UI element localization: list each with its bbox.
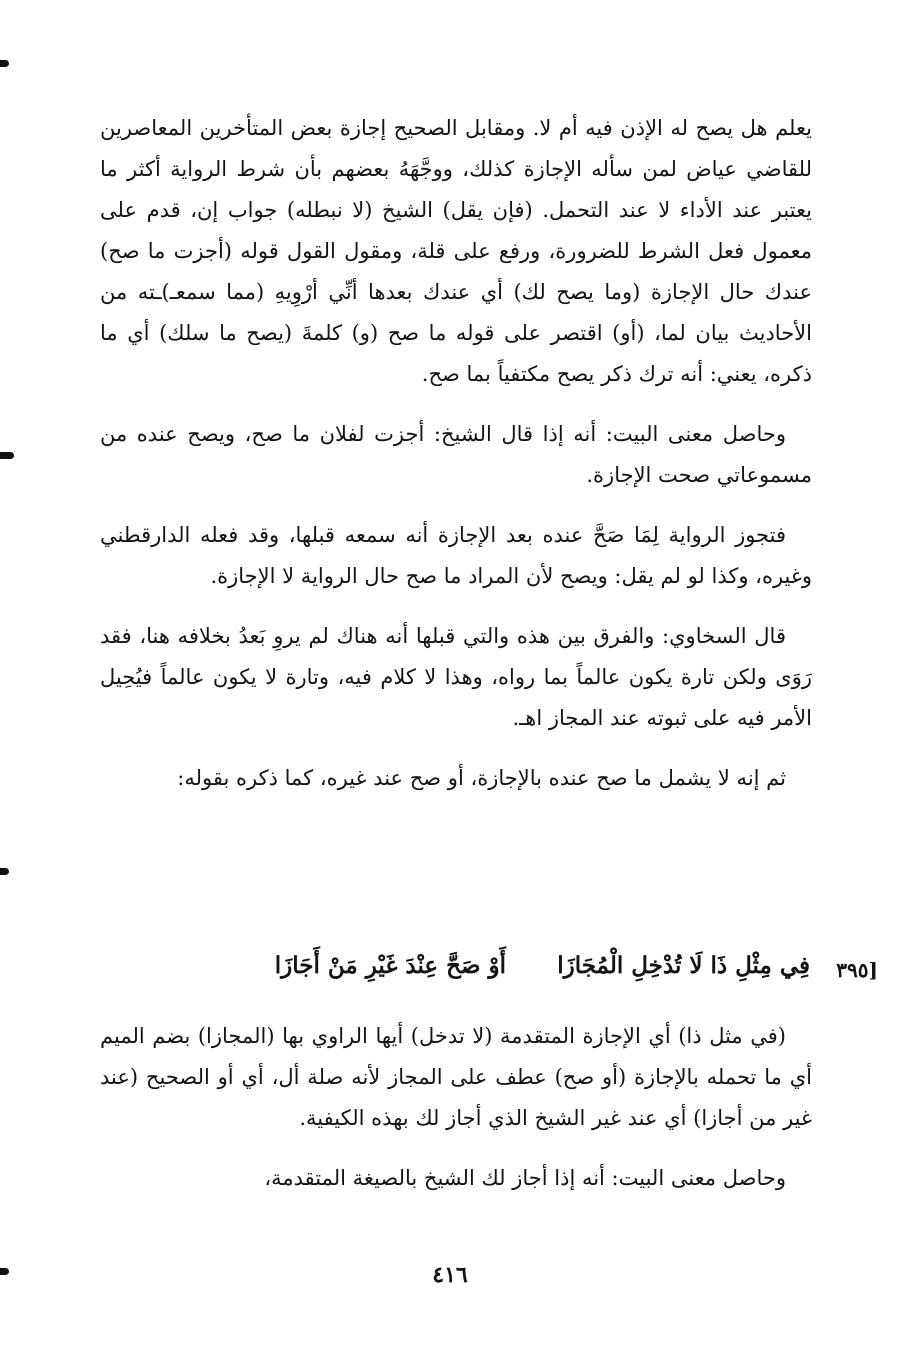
lower-text-block (100, 1016, 812, 1218)
scan-edge-mark (0, 1268, 9, 1275)
verse-number: [٣٩٥ (836, 958, 878, 982)
scan-edge-mark (0, 60, 9, 67)
verse-second-hemistich: أَوْ صَحَّ عِنْدَ غَيْرِ مَنْ أَجَازَا (274, 952, 506, 979)
verse-line (100, 952, 878, 998)
paragraph-daraqutni: فتجوز الرواية لِمَا صَحَّ عنده بعد الإجازة أنه سمعه قبلها، وقد فعله الدارقطني وغيره، وكذا لو لم يقل: ويصح لأن المراد ما صح حال الرواية لا الإجازة. (100, 523, 812, 588)
verse-first-hemistich: فِي مِثْلِ ذَا لَا تُدْخِلِ الْمُجَازَا (557, 952, 810, 979)
paragraph-verse-commentary: (في مثل ذا) أي الإجازة المتقدمة (لا تدخل) أيها الراوي بها (المجازا) بضم الميم أي ما تحمله بالإجازة (أو صح) عطف على المجاز لأنه صلة أل، أي أو الصحيح (عند غير من أجازا) أي عند غير الشيخ الذي أجاز لك بهذه الكيفية. (100, 1024, 812, 1130)
paragraph-sakhawi: قال السخاوي: والفرق بين هذه والتي قبلها أنه هناك لم يروِ بَعدُ بخلافه هنا، فقد رَوَى ولكن تارة يكون عالماً بما رواه، وهذا لا كلام فيه، وتارة لا يكون عالماً فيُحِيل الأمر فيه على ثبوته عند المجاز اهـ. (100, 624, 812, 730)
paragraph-verse-meaning-2: وحاصل معنى البيت: أنه إذا أجاز لك الشيخ بالصيغة المتقدمة، (264, 1166, 786, 1190)
scan-edge-mark (0, 868, 9, 875)
paragraph-commentary-1: يعلم هل يصح له الإذن فيه أم لا. ومقابل الصحيح إجازة بعض المتأخرين المعاصرين للقاضي عياض لمن سأله الإجازة كذلك، ووجَّهَهُ بعضهم بأن شرط الرواية أكثر ما يعتبر عند الأداء لا عند التحمل. (فإن يقل) الشيخ (لا نبطله) جواب إن، قدم على معمول فعل الشرط للضرورة، ورفع على قلة، ومقول القول قوله (أجزت ما صح) عندك حال الإجازة (وما يصح لك) أي عندك بعدها أنِّي أرْوِيهِ (مما سمعـ)ـته من الأحاديث بيان لما، (أو) اقتصر على قوله ما صح (و) كلمةَ (يصح ما سلك) أي ما ذكره، يعني: أنه ترك ذكر يصح مكتفياً بما صح. (100, 116, 812, 386)
scan-edge-mark (0, 452, 14, 459)
page-number: ٤١٦ (432, 1262, 468, 1288)
upper-text-block (100, 108, 812, 818)
paragraph-intro-verse: ثم إنه لا يشمل ما صح عنده بالإجازة، أو صح عند غيره، كما ذكره بقوله: (177, 766, 786, 790)
paragraph-verse-meaning: وحاصل معنى البيت: أنه إذا قال الشيخ: أجزت لفلان ما صح، ويصح عنده من مسموعاتي صحت الإجازة. (100, 422, 812, 487)
